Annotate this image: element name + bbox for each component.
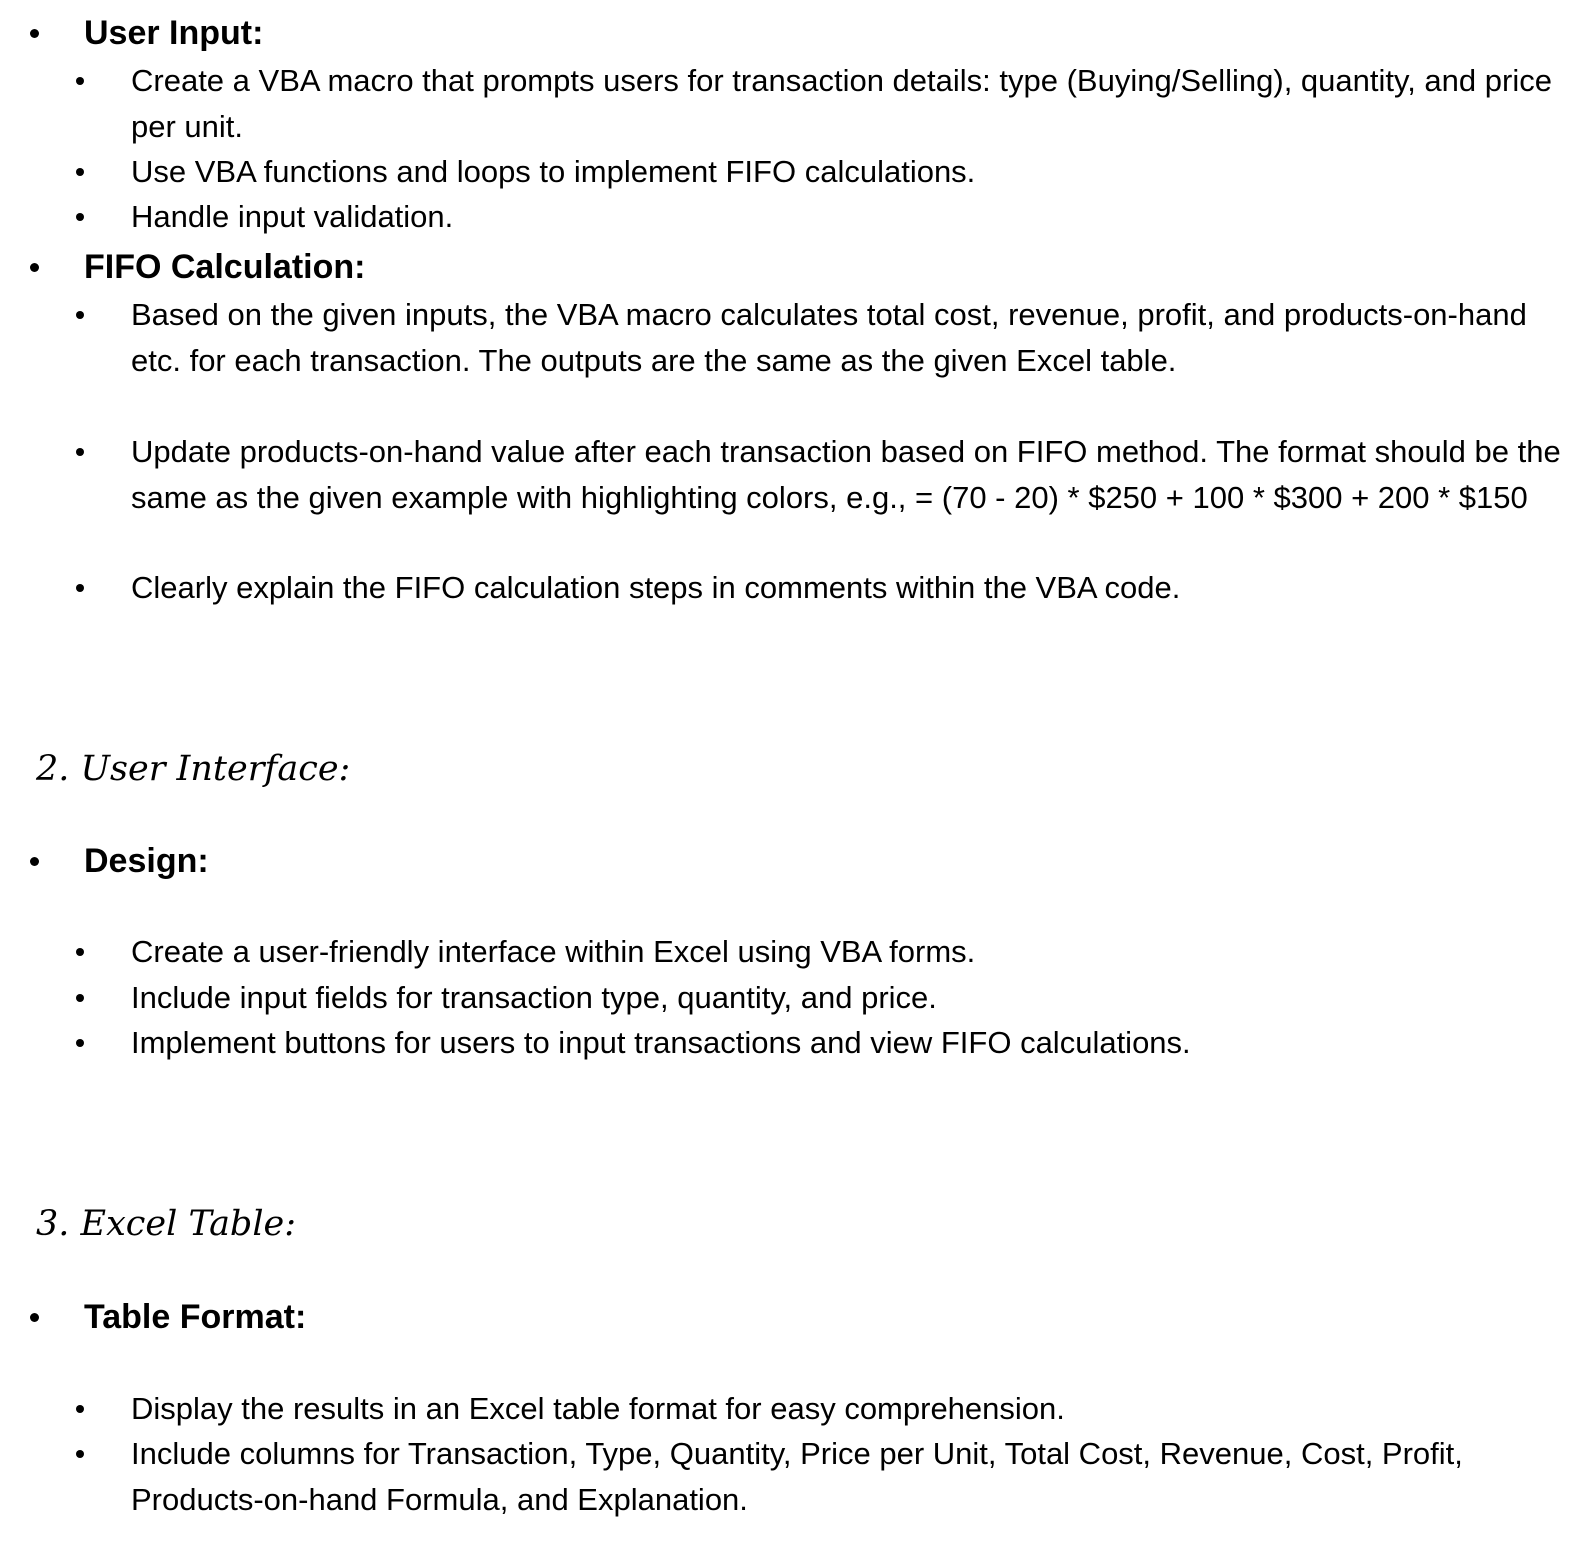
bullet-dot: [76, 77, 84, 85]
bullet-dot: [30, 1313, 39, 1322]
list-item-text: Create a user-friendly interface within Excel using VBA forms.: [131, 934, 976, 969]
table-format-label: Table Format:: [84, 1298, 307, 1336]
list-item-text: Include input fields for transaction type, quantity, and price.: [131, 980, 937, 1015]
list-item-text: Use VBA functions and loops to implement FIFO calculations.: [131, 154, 976, 189]
bullet-dot: [76, 1405, 84, 1413]
bullet-design: [0, 838, 1590, 884]
section-heading-user-interface: 2. User Interface:: [36, 749, 351, 789]
list-item-text: Update products-on-hand value after each transaction based on FIFO method. The format should be the same as the given example with highlighting colors, e.g., = (70 - 20) * $250 + 100 * $300 + 200 * $150: [131, 434, 1561, 515]
design-label: Design:: [84, 842, 209, 880]
bullet-dot: [76, 948, 84, 956]
section-heading-excel-table: 3. Excel Table:: [36, 1204, 297, 1244]
bullet-user-input: [0, 10, 1590, 56]
bullet-dot: [30, 263, 39, 272]
list-item-text: Based on the given inputs, the VBA macro calculates total cost, revenue, profit, and products-on-hand etc. for each transaction. The outputs are the same as the given Excel table.: [131, 297, 1527, 378]
list-item-text: Implement buttons for users to input transactions and view FIFO calculations.: [131, 1025, 1191, 1060]
bullet-dot: [30, 857, 39, 866]
bullet-dot: [76, 1450, 84, 1458]
bullet-dot: [76, 448, 84, 456]
bullet-dot: [76, 168, 84, 176]
list-item-text: Display the results in an Excel table format for easy comprehension.: [131, 1391, 1065, 1426]
bullet-dot: [76, 1039, 84, 1047]
fifo-calculation-label: FIFO Calculation:: [84, 248, 366, 286]
bullet-dot: [30, 29, 39, 38]
bullet-dot: [76, 213, 84, 221]
bullet-table-format: [0, 1294, 1590, 1340]
user-input-label: User Input:: [84, 14, 264, 52]
list-item-text: Include columns for Transaction, Type, Quantity, Price per Unit, Total Cost, Revenue, Cost, Profit, Products-on-hand Formula, and Explanation.: [131, 1436, 1463, 1517]
list-item-text: Handle input validation.: [131, 199, 454, 234]
bullet-fifo-calculation: [0, 244, 1590, 290]
bullet-dot: [76, 994, 84, 1002]
list-item-text: Create a VBA macro that prompts users for transaction details: type (Buying/Selling), quantity, and price per unit.: [131, 63, 1552, 144]
list-item-text: Clearly explain the FIFO calculation steps in comments within the VBA code.: [131, 570, 1181, 605]
bullet-dot: [76, 584, 84, 592]
bullet-dot: [76, 311, 84, 319]
